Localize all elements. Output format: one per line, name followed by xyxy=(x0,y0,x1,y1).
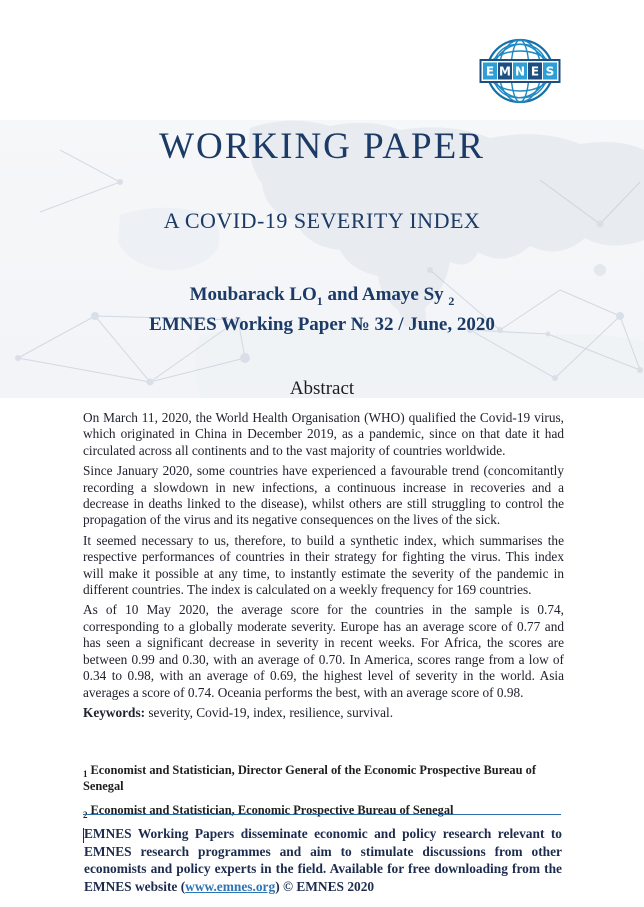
logo-banner xyxy=(480,59,561,83)
footnote-marker: 2 xyxy=(83,809,88,820)
working-paper-title: WORKING PAPER xyxy=(159,126,485,167)
logo-letter: E xyxy=(530,64,540,79)
emnes-logo xyxy=(479,38,561,104)
footnote-marker: 1 xyxy=(83,769,88,780)
authors-line xyxy=(0,284,644,309)
footnote-text: Economist and Statistician, Economic Prospective Bureau of Senegal xyxy=(90,803,454,818)
logo-letter: M xyxy=(499,64,511,79)
keywords-label: Keywords: xyxy=(83,704,146,720)
footer-divider xyxy=(83,814,561,815)
footnote xyxy=(83,763,564,794)
footnote xyxy=(83,803,564,819)
abstract-paragraph: It seemed necessary to us, therefore, to build a synthetic index, which summarises the respective performances of countries in their strategy for fighting the virus. This index will make it possible at any time, to instantly estimate the severity of the pandemic in different countries. The index is calculated on a weekly frequency for 169 countries. xyxy=(83,532,564,598)
footnote-text: Economist and Statistician, Director General of the Economic Prospective Bureau of Senegal xyxy=(83,763,536,794)
abstract-heading: Abstract xyxy=(289,378,355,399)
keywords-line xyxy=(83,705,564,721)
footer-text xyxy=(84,825,562,895)
abstract-paragraph: As of 10 May 2020, the average score for the countries in the sample is 0.74, corresponding to a globally moderate severity. Europe has an average score of 0.77 and has seen a significant decrease in severity in recent weeks. For Africa, the scores are between 0.99 and 0.30, with an average of 0.70. In America, scores range from a low of 0.34 to 0.98, with an average of 0.69, the highest level of severity in the world. Asia averages a score of 0.74. Oceania performs the best, with an average score of 0.98. xyxy=(83,602,564,700)
abstract-paragraph: Since January 2020, some countries have experienced a favourable trend (concomitantly recording a slowdown in new infections, a continuous increase in recoveries and a decrease in deaths linked to the disease), whilst others are still struggling to control the propagation of the virus and its negative consequences on the lives of the sick. xyxy=(83,463,564,528)
keywords-value: severity, Covid-19, index, resilience, survival. xyxy=(145,704,394,720)
series-line: EMNES Working Paper № 32 / June, 2020 xyxy=(149,314,495,335)
authors-connector: and xyxy=(322,284,362,305)
footer-text-before-link: EMNES Working Papers disseminate economic and policy research relevant to EMNES research programmes and aim to stimulate discussions from other economists and policy experts in the field. Available for free downloading from the EMNES website ( xyxy=(84,826,562,894)
logo-letter: S xyxy=(545,64,555,79)
paper-subtitle: A COVID-19 SEVERITY INDEX xyxy=(163,208,481,233)
author-footnote-ref: 2 xyxy=(448,293,455,308)
abstract-paragraph: On March 11, 2020, the World Health Organisation (WHO) qualified the Covid-19 virus, which originated in China in December 2019, as a pandemic, since on that date it had circulated across all continents and to the vast majority of countries worldwide. xyxy=(83,410,564,458)
logo-globe-icon xyxy=(479,38,561,104)
abstract-body xyxy=(83,410,564,725)
logo-letter: N xyxy=(514,64,526,79)
footer-text-after-link: ) © EMNES 2020 xyxy=(275,878,375,894)
author-name: Amaye Sy xyxy=(361,284,449,305)
author-footnote-ref: 1 xyxy=(316,293,323,308)
emnes-website-link[interactable]: www.emnes.org xyxy=(185,878,276,894)
footnotes xyxy=(83,763,564,829)
logo-letter: E xyxy=(485,64,495,79)
author-name: Moubarack LO xyxy=(189,284,317,305)
